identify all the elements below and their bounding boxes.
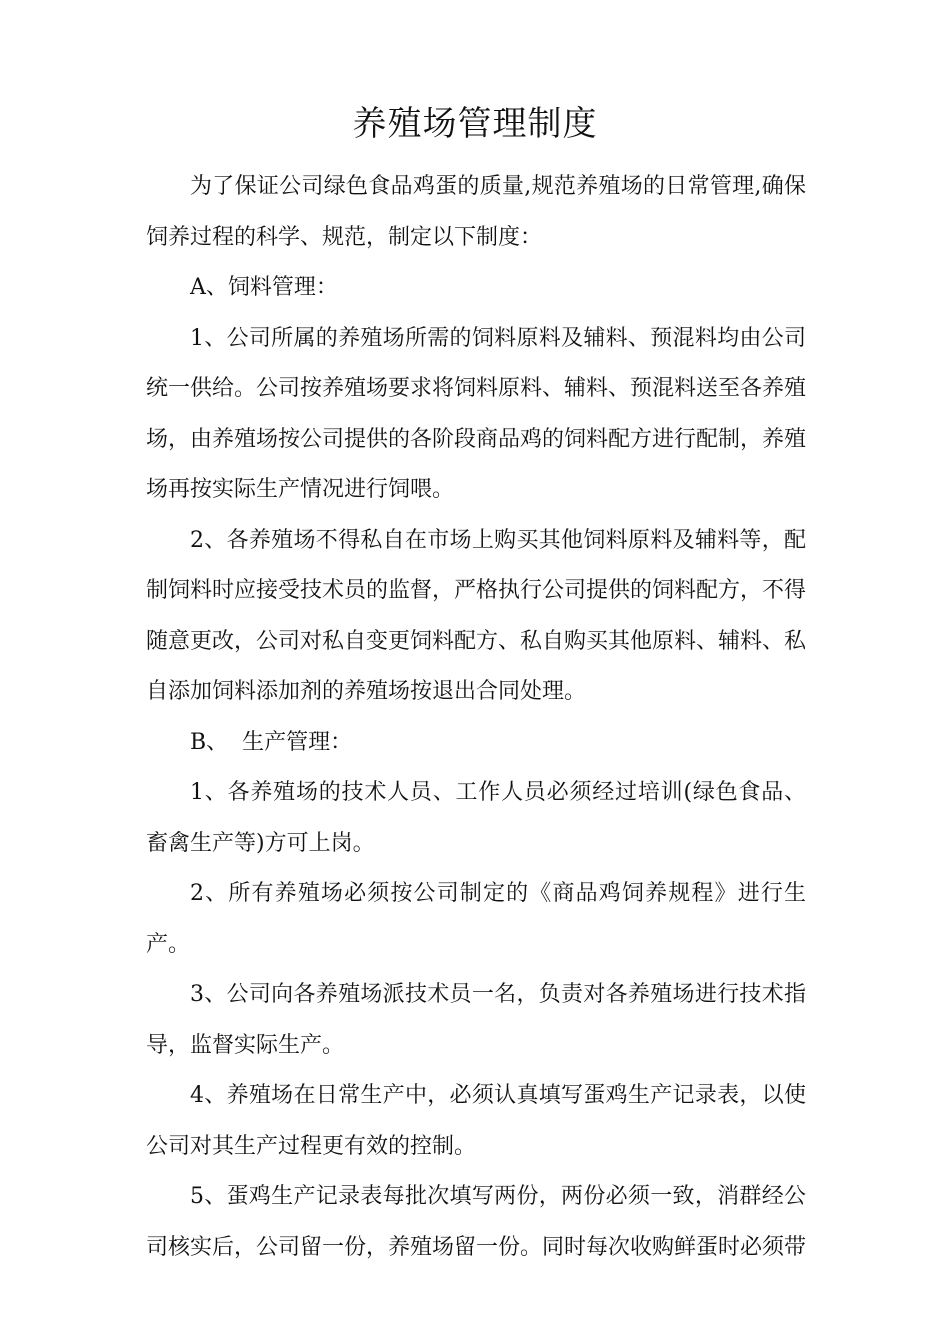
intro-paragraph: 为了保证公司绿色食品鸡蛋的质量,规范养殖场的日常管理,确保饲养过程的科学、规范，制定以下制度：	[146, 174, 806, 250]
production-item-4: 4、养殖场在日常生产中，必须认真填写蛋鸡生产记录表，以使公司对其生产过程更有效的控制。	[146, 1083, 806, 1159]
production-item-1: 1、各养殖场的技术人员、工作人员必须经过培训(绿色食品、畜禽生产等)方可上岗。	[146, 780, 806, 856]
document-body	[146, 162, 806, 1273]
feed-item-2: 2、各养殖场不得私自在市场上购买其他饲料原料及辅料等，配制饲料时应接受技术员的监督，严格执行公司提供的饲料配方，不得随意更改，公司对私自变更饲料配方、私自购买其他原料、辅料、私自添加饲料添加剂的养殖场按退出合同处理。	[146, 527, 807, 704]
document-title: 养殖场管理制度	[352, 104, 598, 144]
production-item-3: 3、公司向各养殖场派技术员一名，负责对各养殖场进行技术指导，监督实际生产。	[146, 982, 806, 1058]
feed-item-1: 1、公司所属的养殖场所需的饲料原料及辅料、预混料均由公司统一供给。公司按养殖场要求将饲料原料、辅料、预混料送至各养殖场，由养殖场按公司提供的各阶段商品鸡的饲料配方进行配制，养殖场再按实际生产情况进行饲喂。	[146, 325, 807, 502]
production-item-5: 5、蛋鸡生产记录表每批次填写两份，两份必须一致，消群经公司核实后，公司留一份，养殖场留一份。同时每次收购鲜蛋时必须带	[146, 1184, 807, 1260]
section-heading-feed: A、饲料管理：	[190, 275, 338, 300]
section-heading-production: B、 生产管理：	[190, 729, 353, 755]
production-item-2: 2、所有养殖场必须按公司制定的《商品鸡饲养规程》进行生产。	[146, 881, 806, 957]
